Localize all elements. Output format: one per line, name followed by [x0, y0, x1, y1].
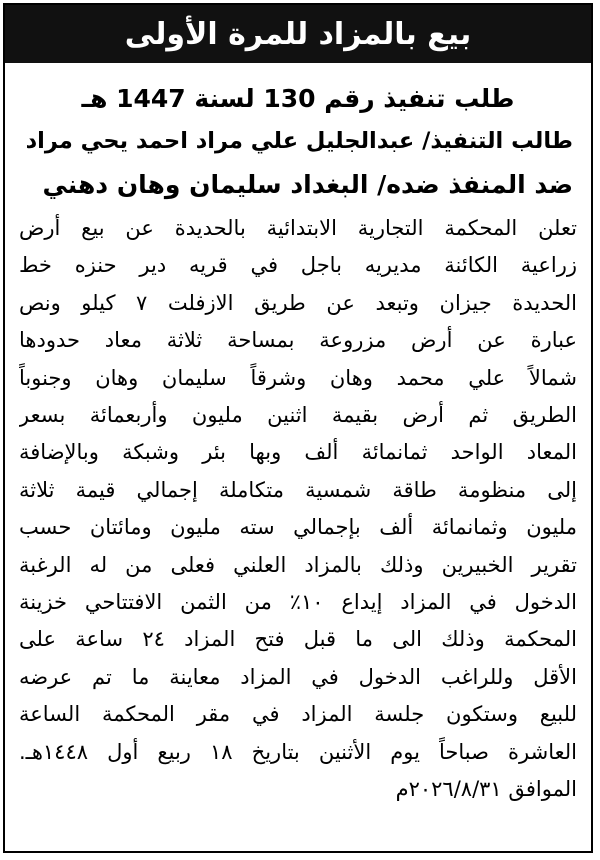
body-line: المعاد الواحد ثمانمائة ألف وبها بئر وشبكة وبالإضافة: [19, 440, 577, 465]
execution-respondent: ضد المنفذ ضده/ البغداد سليمان وهان دهني: [42, 170, 573, 199]
body-line: زراعية الكائنة مديريه باجل في قريه دير حنزه خط: [19, 253, 577, 278]
body-line: عبارة عن أرض مزروعة بمساحة ثلاثة معاد حدودها: [19, 328, 577, 353]
body-line: المحكمة وذلك الى ما قبل فتح المزاد ٢٤ ساعة على: [19, 627, 577, 652]
agreement-date-line: الموافق ٢٠٢٦/٨/٣١م: [395, 777, 577, 802]
body-line: الطريق ثم أرض بقيمة اثنين مليون وأربعمائة بسعر: [19, 403, 577, 428]
notice-title: بيع بالمزاد للمرة الأولى: [5, 5, 591, 63]
body-line: الحديدة جيزان وتبعد عن طريق الازفلت ٧ كيلو ونص: [19, 290, 577, 315]
body-line: الأقل وللراغب الدخول في المزاد معاينة ما تم عرضه: [19, 664, 577, 689]
body-line: تعلن المحكمة التجارية الابتدائية بالحديدة عن بيع أرض: [19, 216, 577, 240]
body-line: شمالاً علي محمد وهان وشرقاً سليمان وهان وجنوباً: [19, 365, 577, 390]
auction-notice: [3, 3, 593, 853]
body-line: إلى منظومة طاقة شمسية متكاملة إجمالي قيمة ثلاثة: [19, 477, 577, 502]
body-line: الدخول في المزاد إيداع ١٠٪ من الثمن الافتتاحي خزينة: [19, 590, 577, 615]
body-line: تقرير الخبيرين وذلك بالمزاد العلني فعلى من له الرغبة: [19, 552, 577, 577]
body-line: مليون وثمانمائة ألف بإجمالي سته مليون ومائتان حسب: [19, 515, 577, 540]
notice-body: [5, 206, 591, 809]
body-line: العاشرة صباحاً يوم الأثنين بتاريخ ١٨ ربيع أول ١٤٤٨هـ.: [19, 739, 577, 764]
execution-request-number: طلب تنفيذ رقم 130 لسنة 1447 هـ: [81, 84, 515, 113]
notice-headers: [5, 63, 591, 206]
execution-applicant: طالب التنفيذ/ عبدالجليل علي مراد احمد يحي مراد: [25, 128, 573, 154]
body-line: للبيع وستكون جلسة المزاد في مقر المحكمة الساعة: [19, 702, 577, 727]
